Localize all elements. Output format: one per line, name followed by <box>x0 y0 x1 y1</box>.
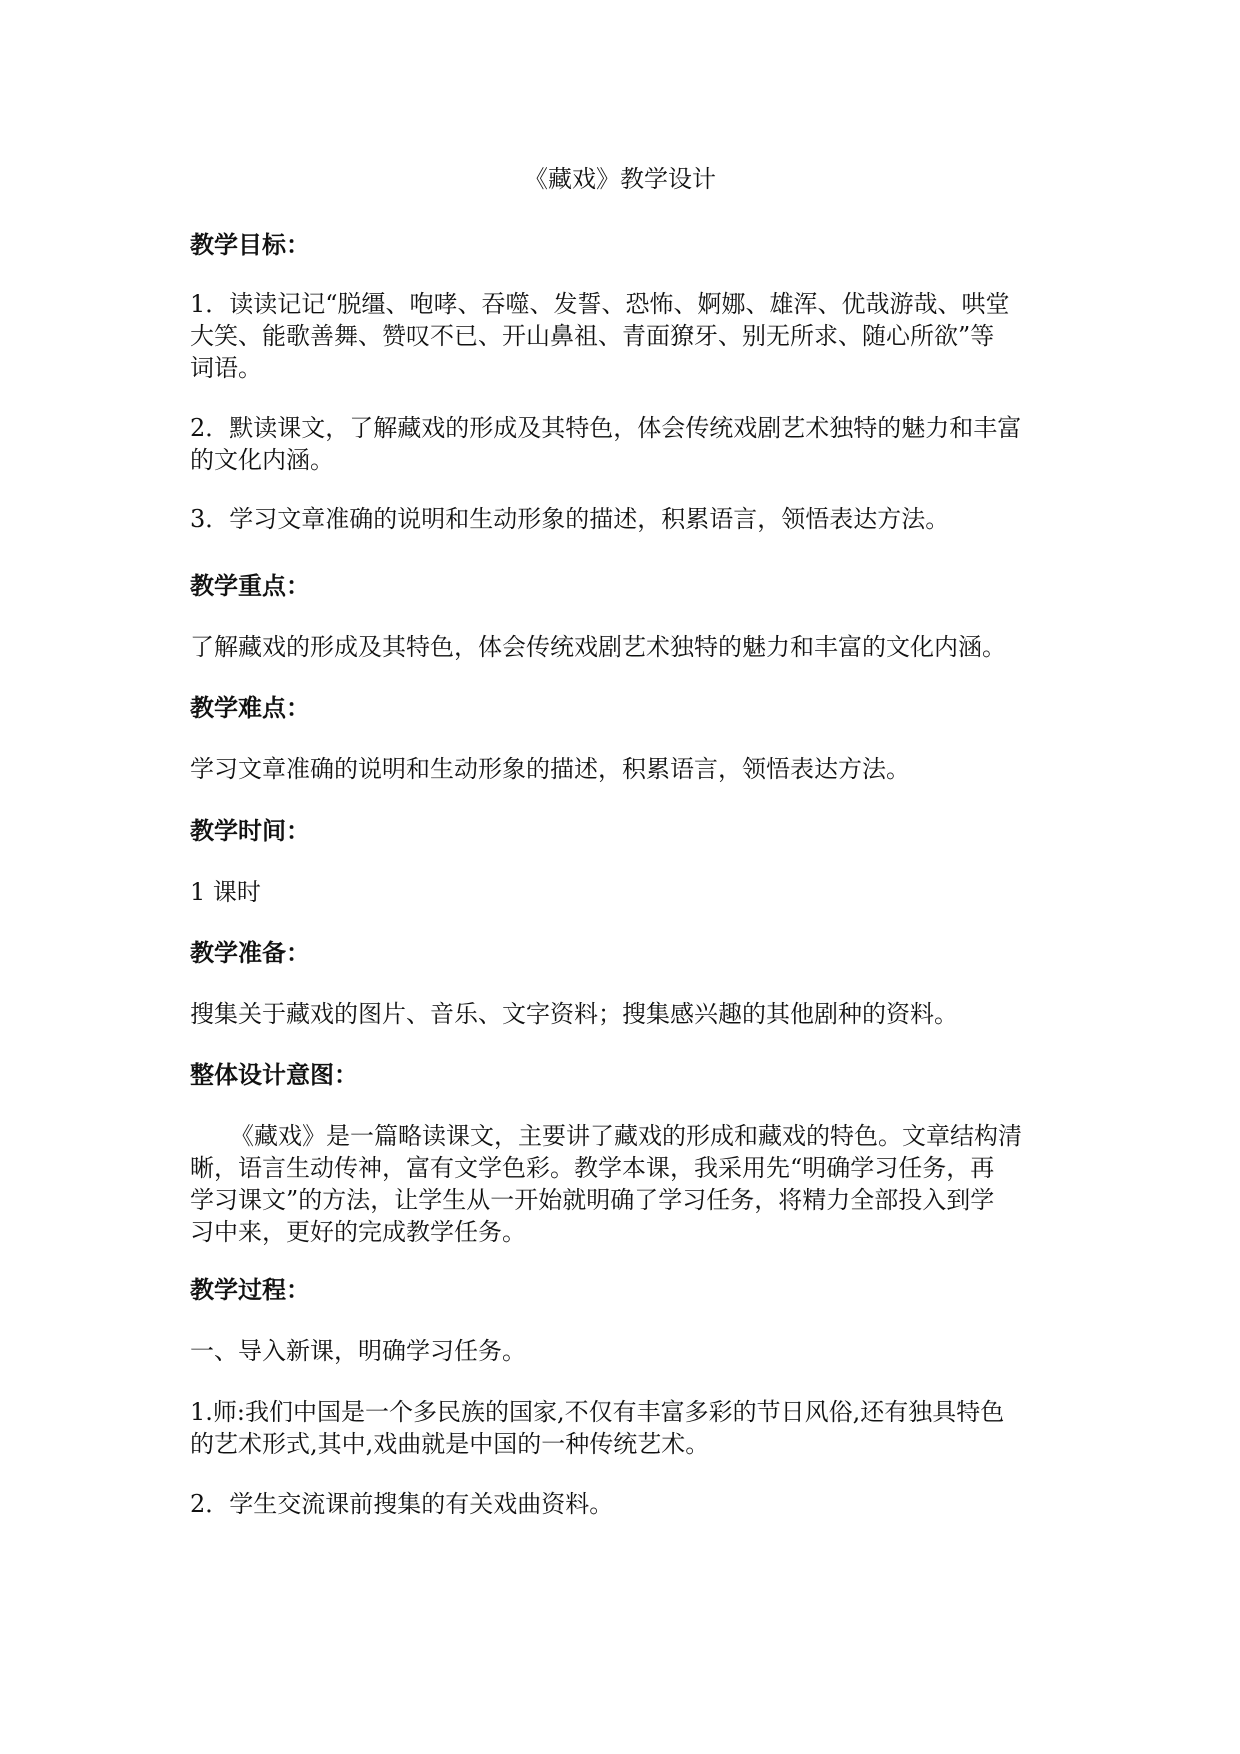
preparation-text: 搜集关于藏戏的图片、音乐、文字资料；搜集感兴趣的其他剧种的资料。 <box>190 1000 958 1028</box>
process-heading: 教学过程： <box>190 1275 310 1304</box>
design-intent-line: 学习课文”的方法，让学生从一开始就明确了学习任务，将精力全部投入到学 <box>190 1186 995 1214</box>
objective-item-2 <box>190 412 1060 476</box>
objective-item-2-line: 2．默读课文，了解藏戏的形成及其特色，体会传统戏剧艺术独特的魅力和丰富 <box>190 414 1022 442</box>
objective-item-2-line: 的文化内涵。 <box>190 446 334 474</box>
difficulties-text: 学习文章准确的说明和生动形象的描述，积累语言，领悟表达方法。 <box>190 755 910 783</box>
design-intent-line: 习中来，更好的完成教学任务。 <box>190 1218 526 1246</box>
objective-item-1-line: 词语。 <box>190 354 262 382</box>
difficulties-heading: 教学难点： <box>190 693 310 722</box>
time-text: 1 课时 <box>190 878 261 906</box>
design-intent-paragraph <box>190 1120 1060 1248</box>
key-points-heading: 教学重点： <box>190 571 310 600</box>
design-intent-heading: 整体设计意图： <box>190 1060 358 1089</box>
design-intent-line: 晰，语言生动传神，富有文学色彩。教学本课，我采用先“明确学习任务，再 <box>190 1154 995 1182</box>
process-step-1-line: 的艺术形式,其中,戏曲就是中国的一种传统艺术。 <box>190 1430 710 1458</box>
objective-item-1-line: 1．读读记记“脱缰、咆哮、吞噬、发誓、恐怖、婀娜、雄浑、优哉游哉、哄堂 <box>190 290 1010 318</box>
process-step-1-line: 1.师:我们中国是一个多民族的国家,不仅有丰富多彩的节日风俗,还有独具特色 <box>190 1398 1005 1426</box>
process-section-1: 一、导入新课，明确学习任务。 <box>190 1337 526 1365</box>
objective-item-1 <box>190 288 1060 384</box>
process-step-2: 2．学生交流课前搜集的有关戏曲资料。 <box>190 1490 614 1518</box>
document-title: 《藏戏》教学设计 <box>524 165 716 193</box>
objective-item-3: 3．学习文章准确的说明和生动形象的描述，积累语言，领悟表达方法。 <box>190 505 950 533</box>
preparation-heading: 教学准备： <box>190 938 310 967</box>
objective-item-1-line: 大笑、能歌善舞、赞叹不已、开山鼻祖、青面獠牙、别无所求、随心所欲”等 <box>190 322 995 350</box>
time-heading: 教学时间： <box>190 816 310 845</box>
design-intent-line: 《藏戏》是一篇略读课文，主要讲了藏戏的形成和藏戏的特色。文章结构清 <box>230 1122 1022 1150</box>
process-step-1 <box>190 1396 1060 1460</box>
objectives-heading: 教学目标： <box>190 230 310 259</box>
key-points-text: 了解藏戏的形成及其特色，体会传统戏剧艺术独特的魅力和丰富的文化内涵。 <box>190 633 1006 661</box>
